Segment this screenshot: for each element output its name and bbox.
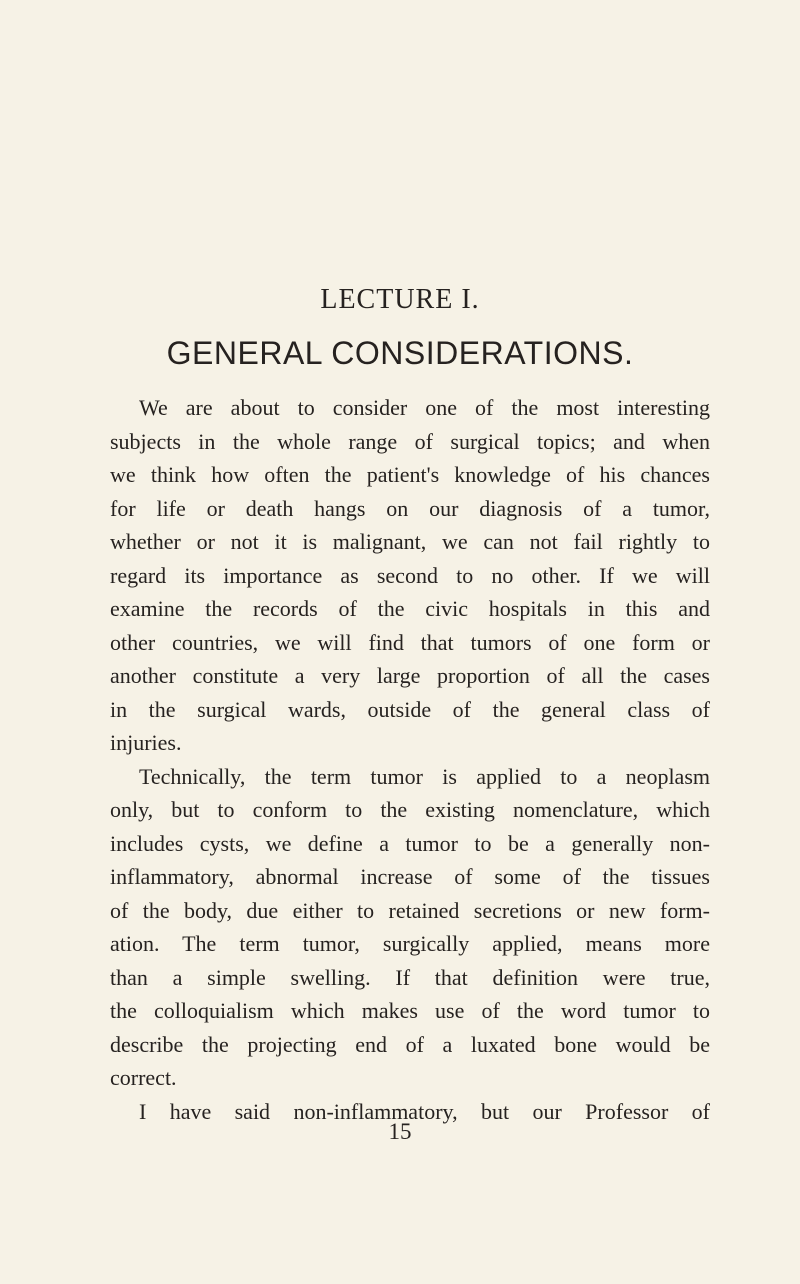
text-line: examine the records of the civic hospitals in this and xyxy=(110,596,710,621)
text-line: for life or death hangs on our diagnosis of a tumor, xyxy=(110,495,710,521)
text-line: whether or not it is malignant, we can not fail rightly to xyxy=(110,529,710,554)
text-line: we think how often the patient's knowledge of his chances xyxy=(110,462,710,487)
text-line: only, but to conform to the existing nomenclature, which xyxy=(110,797,710,822)
text-line: other countries, we will find that tumors of one form or xyxy=(110,629,710,655)
text-line: in the surgical wards, outside of the general class of xyxy=(110,696,710,722)
text-line: inflammatory, abnormal increase of some of the tissues xyxy=(110,864,710,889)
text-line: describe the projecting end of a luxated bone would be xyxy=(110,1031,710,1057)
text-line: correct. xyxy=(110,1065,177,1090)
text-line: subjects in the whole range of surgical topics; and when xyxy=(110,428,710,454)
text-line: I have said non-inflammatory, but our Professor of xyxy=(139,1098,710,1124)
text-line: another constitute a very large proportion of all the cases xyxy=(110,663,710,688)
text-line: the colloquialism which makes use of the word tumor to xyxy=(110,998,710,1023)
text-line: injuries. xyxy=(110,730,182,755)
text-line: than a simple swelling. If that definition were true, xyxy=(110,964,710,990)
text-line: ation. The term tumor, surgically applied, means more xyxy=(110,931,710,956)
text-line: of the body, due either to retained secretions or new form- xyxy=(110,897,710,923)
chapter-title: GENERAL CONSIDERATIONS. xyxy=(166,335,634,371)
body-text xyxy=(110,391,710,1128)
page-number: 15 xyxy=(388,1119,412,1144)
text-line: Technically, the term tumor is applied to a neoplasm xyxy=(139,763,710,789)
text-line: regard its importance as second to no other. If we will xyxy=(110,562,710,588)
lecture-heading: LECTURE I. xyxy=(320,284,480,315)
text-line: We are about to consider one of the most interesting xyxy=(139,395,710,420)
text-line: includes cysts, we define a tumor to be a generally non- xyxy=(110,830,710,856)
